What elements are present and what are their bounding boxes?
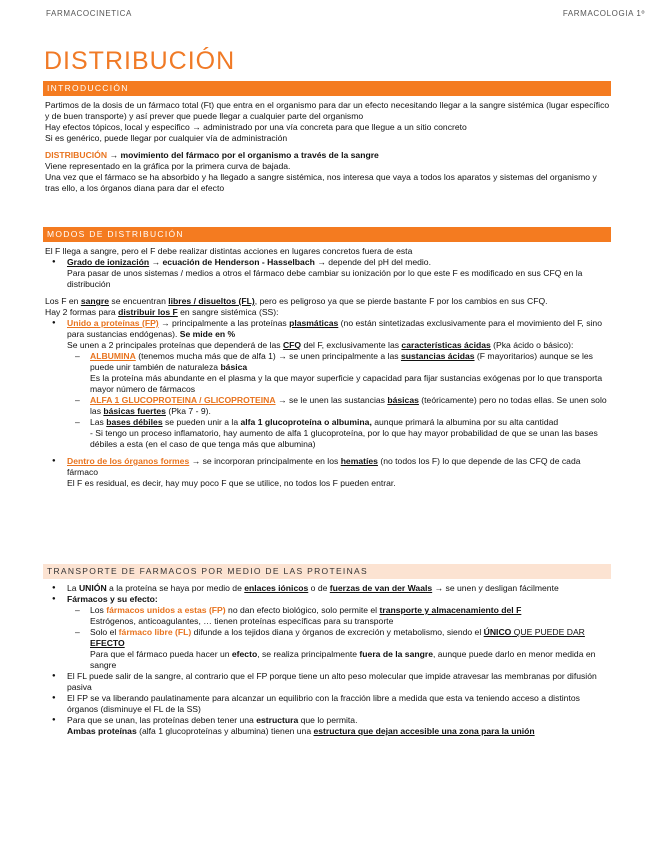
section-introduccion (45, 100, 613, 194)
paragraph: Para que el fármaco pueda hacer un efecto, se realiza principalmente fuera de la sangre, aunque puede darlo en menor medida en sangre (90, 649, 596, 670)
term: DISTRIBUCIÓN (45, 150, 108, 160)
paragraph: Es la proteína más abundante en el plasma y la que mayor superficie y capacidad para fijar sustancias exógenas por lo que transporta mayor número de fármacos (90, 373, 603, 394)
definition: DISTRIBUCIÓN → movimiento del fármaco por el organismo a través de la sangre (45, 150, 379, 160)
section-heading-modos: MODOS DE DISTRIBUCIÓN (43, 227, 611, 242)
paragraph: Hay efectos tópicos, local y especifico → administrado por una vía concreta para que llegue a un sitio concreto (45, 122, 467, 132)
paragraph: Estrógenos, anticoagulantes, … tienen proteínas específicas para su transporte (90, 616, 394, 626)
list-item: ● Dentro de los órganos formes → se incorporan principalmente en los hematíes (no todos los F) lo que depende de las CFQ de cada fármaco (45, 456, 613, 478)
paragraph: El F es residual, es decir, hay muy poco F que se utilice, no todos los F pueden entrar. (67, 478, 396, 488)
section-heading-transporte: TRANSPORTE DE FARMACOS POR MEDIO DE LAS PROTEINAS (43, 564, 611, 579)
section-modos (45, 246, 613, 489)
list-item: ● La UNIÓN a la proteína se haya por medio de enlaces iónicos o de fuerzas de van der Waals → se unen y desligan fácilmente (45, 583, 613, 594)
list-item: ● El FP se va liberando paulatinamente para alcanzar un equilibrio con la fracción libre a medida que esta va teniendo acceso a distintos órganos (disminuye el FL de la SS) (45, 693, 613, 715)
list-item: ● Fármacos y su efecto: (45, 594, 613, 605)
paragraph: Los F en sangre se encuentran libres / disueltos (FL), pero es peligroso ya que se pierde bastante F por los cambios en sus CFQ. (45, 296, 548, 306)
sub-list-item: – ALFA 1 GLUCOPROTEINA / GLICOPROTEINA → se le unen las sustancias básicas (teóricamente) pero no todas ellas. Se unen solo las básicas fuertes (Pka 7 - 9). (45, 395, 613, 417)
sub-list-item: – ALBUMINA (tenemos mucha más que de alfa 1) → se unen principalmente a las sustancias ácidas (F mayoritarios) aunque se les puede unir también de naturaleza básica (45, 351, 613, 373)
header-course: FARMACOCINETICA (46, 9, 132, 18)
page-title: DISTRIBUCIÓN (44, 47, 236, 75)
paragraph: - Si tengo un proceso inflamatorio, hay aumento de alfa 1 glucoproteína, por lo que hay mayor probabilidad de que se unan las bases débiles a esta (en el caso de que tenga más que albumina) (90, 428, 598, 449)
section-transporte (45, 583, 613, 737)
list-item: ● Para que se unan, las proteínas deben tener una estructura que lo permita. (45, 715, 613, 726)
paragraph: Viene representado en la gráfica por la primera curva de bajada. (45, 161, 291, 171)
paragraph: Partimos de la dosis de un fármaco total (Ft) que entra en el organismo para dar un efecto necesitando llegar a la sangre sistémica (lugar específico y de buen transporte) y así prever que puede llegar a cualquier parte del organismo (45, 100, 610, 121)
sub-list-item: – Solo el fármaco libre (FL) difunde a los tejidos diana y órganos de excreción y metabolismo, siendo el ÚNICO QUE PUEDE DAR EFECTO (45, 627, 613, 649)
sub-list-item: – Los fármacos unidos a estas (FP) no dan efecto biológico, solo permite el transporte y almacenamiento del F (45, 605, 613, 616)
paragraph: Se unen a 2 principales proteínas que dependerá de las CFQ del F, exclusivamente las características ácidas (Pka ácido o básico): (67, 340, 574, 350)
paragraph: Hay 2 formas para distribuir los F en sangre sistémica (SS): (45, 307, 279, 317)
paragraph: Para pasar de unos sistemas / medios a otros el fármaco debe cambiar su ionización por lo que este F es modificado en sus CFQ en la distribución (67, 268, 583, 289)
paragraph: Si es genérico, puede llegar por cualquier vía de administración (45, 133, 288, 143)
section-heading-introduccion: INTRODUCCIÓN (43, 81, 611, 96)
paragraph: Una vez que el fármaco se ha absorbido y ha llegado a sangre sistémica, nos interesa que vaya a todos los aparatos y sistemas del organismo y tras ello, a los órganos diana para dar el efecto (45, 172, 597, 193)
list-item: ● El FL puede salir de la sangre, al contrario que el FP porque tiene un alto peso molecular que impide atravesar las membranas por difusión pasiva (45, 671, 613, 693)
header-subject: FARMACOLOGIA 1º (562, 9, 645, 18)
list-item: ● Unido a proteínas (FP) → principalmente a las proteínas plasmáticas (no están sintetizadas exclusivamente para el movimiento del F, sino para sustancias endógenas). Se mide en % (45, 318, 613, 340)
list-item: ● Grado de ionización → ecuación de Henderson - Hasselbach → depende del pH del medio. (45, 257, 613, 268)
sub-list-item: – Las bases débiles se pueden unir a la alfa 1 glucoproteína o albumina, aunque primará la albumina por su alta cantidad (45, 417, 613, 428)
paragraph: Ambas proteínas (alfa 1 glucoproteínas y albumina) tienen una estructura que dejan accesible una zona para la unión (67, 726, 535, 736)
definition-text: movimiento del fármaco por el organismo a través de la sangre (120, 150, 379, 160)
paragraph: El F llega a sangre, pero el F debe realizar distintas acciones en lugares concretos fuera de esta (45, 246, 413, 256)
